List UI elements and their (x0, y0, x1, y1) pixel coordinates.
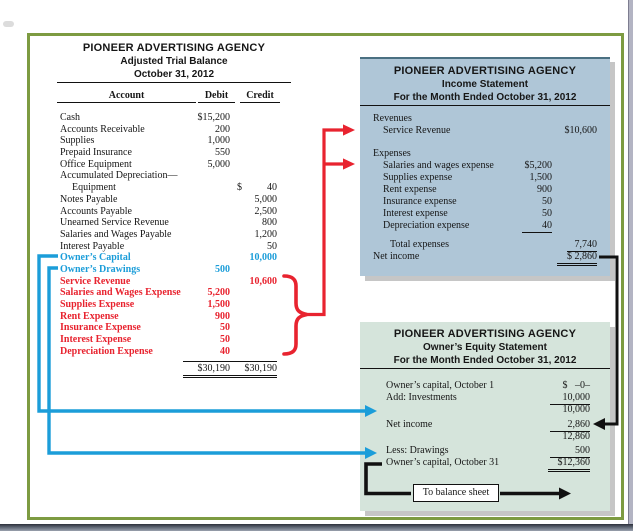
trial-balance-rows (57, 112, 291, 357)
debit-cell: 50 (220, 334, 230, 346)
credit-cell (230, 299, 277, 311)
credit-cell: $ 40 (237, 182, 277, 194)
account-cell: Insurance Expense (60, 322, 141, 334)
debit-cell (183, 229, 230, 241)
account-cell: Accounts Payable (60, 205, 132, 217)
credit-cell (230, 287, 277, 299)
account-cell: Cash (60, 112, 80, 123)
account-cell: Service Revenue (60, 275, 131, 287)
debit-cell: 1,000 (207, 135, 230, 147)
company-title: PIONEER ADVERTISING AGENCY (82, 42, 266, 54)
account-cell: Supplies Expense (60, 299, 135, 310)
statement-row-total-expenses (360, 239, 610, 251)
company-title: PIONEER ADVERTISING AGENCY (393, 65, 577, 77)
adjusted-trial-balance (57, 42, 291, 378)
statement-row-subtotal (360, 404, 610, 416)
statement-row-ending-capital (360, 457, 610, 469)
credit-cell (230, 346, 277, 358)
double-underlined-amount: $12,360 (548, 457, 590, 472)
credit-cell (230, 112, 277, 124)
credit-cell: 1,200 (254, 228, 277, 240)
statement-title: Owner’s Equity Statement (423, 342, 547, 353)
amount-cell (557, 251, 597, 266)
row-label (360, 404, 386, 415)
amount-cell: 10,000 (562, 404, 590, 415)
table-row (57, 124, 291, 136)
row-label: Owner’s capital, October 1 (386, 380, 495, 391)
amount-cell (522, 220, 552, 233)
account-cell: Office Equipment (60, 158, 132, 170)
debit-cell: 900 (215, 310, 230, 322)
table-row (57, 147, 291, 159)
row-label: Add: Investments (386, 392, 457, 403)
account-cell: Owner’s Drawings (60, 263, 141, 275)
debit-cell (183, 170, 230, 182)
credit-cell (230, 264, 277, 276)
table-row (57, 334, 291, 346)
account-cell: Supplies (60, 135, 95, 147)
debit-cell (183, 241, 230, 253)
debit-cell: 50 (220, 322, 230, 334)
statement-period: For the Month Ended October 31, 2012 (393, 92, 577, 103)
table-row (57, 311, 291, 323)
header-rule (57, 82, 291, 83)
account-cell: Unearned Service Revenue (60, 217, 169, 229)
account-cell: Equipment (72, 182, 116, 194)
row-label: Supplies expense (383, 172, 453, 183)
column-header-debit: Debit (198, 90, 235, 103)
debit-cell (183, 194, 230, 206)
account-cell: Salaries and Wages Expense (60, 287, 181, 299)
income-statement-panel (360, 57, 610, 276)
debit-cell: 5,000 (207, 158, 230, 170)
statement-row (360, 148, 610, 160)
column-header-account: Account (57, 90, 196, 103)
debit-cell: 200 (215, 123, 230, 135)
statement-row-drawings (360, 445, 610, 457)
credit-cell: 50 (267, 240, 277, 252)
table-row (57, 299, 291, 311)
statement-date: October 31, 2012 (133, 69, 215, 80)
credit-cell: 800 (262, 217, 277, 229)
debit-cell: $15,200 (197, 112, 230, 123)
statement-period: For the Month Ended October 31, 2012 (393, 355, 577, 366)
table-row (57, 217, 291, 229)
account-cell: Interest Expense (60, 334, 132, 346)
underlined-amount: 7,740 (567, 239, 597, 252)
debit-cell: 550 (215, 147, 230, 159)
debit-cell (183, 252, 230, 264)
underlined-amount: 10,000 (550, 392, 590, 405)
table-row (57, 194, 291, 206)
column-headers (57, 90, 291, 103)
row-label (360, 431, 386, 442)
income-statement-rows (360, 113, 610, 263)
owners-equity-header (360, 322, 610, 367)
account-cell: Depreciation Expense (60, 345, 153, 357)
table-row (57, 170, 291, 182)
credit-cell (230, 147, 277, 159)
header-rule (360, 105, 610, 106)
debit-cell: 40 (220, 345, 230, 357)
table-row-service-revenue (57, 276, 291, 288)
amount-cell: 50 (542, 196, 552, 207)
table-row (57, 346, 291, 358)
credit-cell: 10,000 (249, 252, 277, 264)
account-cell: Rent Expense (60, 310, 119, 322)
row-label: Interest expense (383, 208, 448, 219)
debit-cell (183, 206, 230, 218)
statement-title: Income Statement (441, 79, 529, 90)
row-label: Revenues (373, 113, 412, 124)
row-label: Depreciation expense (383, 220, 470, 231)
table-row (57, 206, 291, 218)
account-cell: Accounts Receivable (60, 123, 145, 135)
debit-cell (183, 182, 230, 194)
credit-cell: 2,500 (254, 205, 277, 217)
table-row (57, 229, 291, 241)
underlined-amount: 40 (522, 220, 552, 233)
statement-row-salaries-expense (360, 160, 610, 172)
amount-cell: 12,860 (562, 431, 590, 442)
credit-cell (230, 135, 277, 147)
row-label: Net income (373, 251, 420, 262)
account-cell: Interest Payable (60, 240, 125, 252)
statement-row-investments (360, 392, 610, 404)
statement-row (360, 380, 610, 392)
statement-title: Adjusted Trial Balance (120, 56, 228, 67)
window-edge-bottom (0, 524, 633, 531)
debit-cell (183, 276, 230, 288)
table-row (57, 112, 291, 124)
credit-cell (230, 322, 277, 334)
credit-cell: 10,600 (249, 275, 277, 287)
statement-row-net-income (360, 419, 610, 431)
statement-row-subtotal (360, 431, 610, 443)
debit-cell (183, 217, 230, 229)
row-label: Total expenses (390, 239, 450, 250)
table-row (57, 135, 291, 147)
row-label: Insurance expense (383, 196, 457, 207)
statement-row (360, 196, 610, 208)
owners-equity-rows (360, 380, 610, 469)
amount-cell: 50 (542, 208, 552, 219)
total-credit: $30,190 (230, 361, 277, 378)
row-label: Service Revenue (383, 125, 451, 136)
account-cell: Salaries and Wages Payable (60, 228, 172, 240)
debit-cell: 5,200 (207, 287, 230, 299)
totals-row (57, 361, 291, 378)
statement-row-net-income (360, 251, 610, 263)
credit-cell (230, 159, 277, 171)
amount-cell: 1,500 (529, 172, 552, 183)
table-row (57, 159, 291, 171)
credit-cell (230, 311, 277, 323)
row-label: Net income (386, 419, 433, 430)
company-title: PIONEER ADVERTISING AGENCY (393, 328, 577, 340)
credit-cell (230, 334, 277, 346)
debit-cell: 1,500 (207, 299, 230, 310)
column-header-credit: Credit (240, 90, 280, 103)
total-debit: $30,190 (183, 361, 230, 378)
amount-cell: $ –0– (562, 380, 590, 391)
row-label: Owner’s capital, October 31 (386, 457, 500, 468)
credit-cell (230, 170, 277, 182)
table-row (57, 241, 291, 253)
underlined-amount: 2,860 (550, 419, 590, 432)
table-row-owners-capital (57, 252, 291, 264)
header-rule (360, 368, 610, 369)
row-label: Less: Drawings (386, 445, 449, 456)
credit-cell: 5,000 (254, 193, 277, 205)
amount-cell: 900 (537, 184, 552, 195)
account-cell: Accumulated Depreciation— (60, 170, 178, 182)
table-row (57, 322, 291, 334)
window-edge-right (628, 0, 633, 531)
table-row (57, 182, 291, 194)
statement-row (360, 208, 610, 220)
statement-row (360, 220, 610, 232)
account-cell: Notes Payable (60, 193, 118, 205)
row-label: Rent expense (383, 184, 437, 195)
underlined-amount: 500 (550, 445, 590, 458)
amount-cell: $5,200 (524, 160, 552, 171)
to-balance-sheet-box: To balance sheet (413, 484, 499, 502)
amount-cell: $10,600 (564, 125, 597, 136)
credit-cell (230, 124, 277, 136)
debit-cell: 500 (215, 263, 230, 275)
statement-row (360, 113, 610, 125)
row-label: Salaries and wages expense (383, 160, 494, 171)
table-row (57, 287, 291, 299)
statement-row (360, 172, 610, 184)
owners-equity-panel (360, 322, 610, 511)
statement-row-service-revenue (360, 125, 610, 137)
artifact-mark (3, 21, 14, 27)
double-underlined-amount: $ 2,860 (557, 251, 597, 266)
table-row-owners-drawings (57, 264, 291, 276)
amount-cell (548, 457, 590, 472)
row-label: Expenses (373, 148, 411, 159)
account-cell: Owner’s Capital (60, 252, 131, 264)
statement-row (360, 184, 610, 196)
account-cell: Prepaid Insurance (60, 147, 132, 159)
income-statement-header (360, 59, 610, 104)
